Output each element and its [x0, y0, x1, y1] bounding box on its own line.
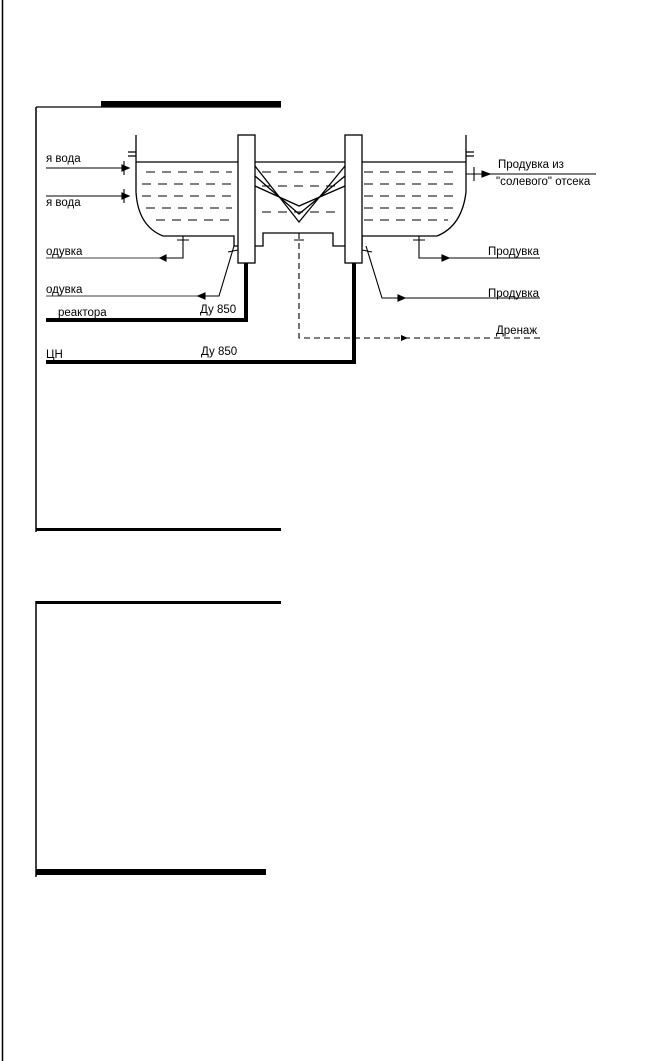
arrow-icon [482, 171, 490, 177]
label-blowdown-right-1: Продувка [488, 246, 540, 258]
label-salt-blowdown-1: Продувка из [498, 159, 564, 171]
label-blowdown-left-2: одувка [46, 284, 83, 296]
label-salt-blowdown-2: "солевого" отсека [496, 176, 591, 188]
valve-symbol [177, 240, 425, 252]
arrow-icon [401, 335, 408, 341]
label-feed-water-1: я вода [46, 153, 81, 165]
lower-frame-top-bar [36, 601, 281, 604]
label-blowdown-right-2: Продувка [488, 288, 540, 300]
tube-bundle [255, 166, 345, 222]
vessel [128, 135, 474, 246]
label-drain: Дренаж [496, 325, 538, 337]
cold-collector-pipe [345, 135, 362, 263]
cold-collector [345, 135, 362, 263]
lower-frame-bottom-bar [36, 869, 266, 875]
label-dn-upper: Ду 850 [200, 304, 237, 316]
blowdown-left-upper [160, 236, 183, 258]
label-blowdown-left-1: одувка [46, 246, 83, 258]
upper-frame-top-thick-bar [101, 101, 281, 107]
tube-bundle-inner [255, 186, 345, 206]
upper-frame-bottom-bar [36, 528, 281, 531]
hot-collector [238, 135, 255, 263]
vessel-shell [136, 135, 466, 246]
arrow-icon [198, 293, 205, 299]
nozzle-top-right [466, 152, 474, 156]
label-from-reactor: реактора [58, 307, 107, 319]
nozzle-top-left [128, 152, 136, 156]
arrow-icon [398, 295, 405, 301]
label-feed-water-2: я вода [46, 197, 81, 209]
hot-collector-pipe [238, 135, 255, 263]
blowdown-left-lower [198, 246, 234, 296]
lower-frame [36, 601, 281, 877]
label-dn-lower: Ду 850 [201, 346, 238, 358]
arrow-icon [442, 255, 449, 261]
label-to-pump: ЦН [46, 349, 63, 361]
arrow-icon [122, 165, 129, 199]
arrow-icon [160, 255, 166, 261]
blowdown-lines [46, 236, 540, 301]
